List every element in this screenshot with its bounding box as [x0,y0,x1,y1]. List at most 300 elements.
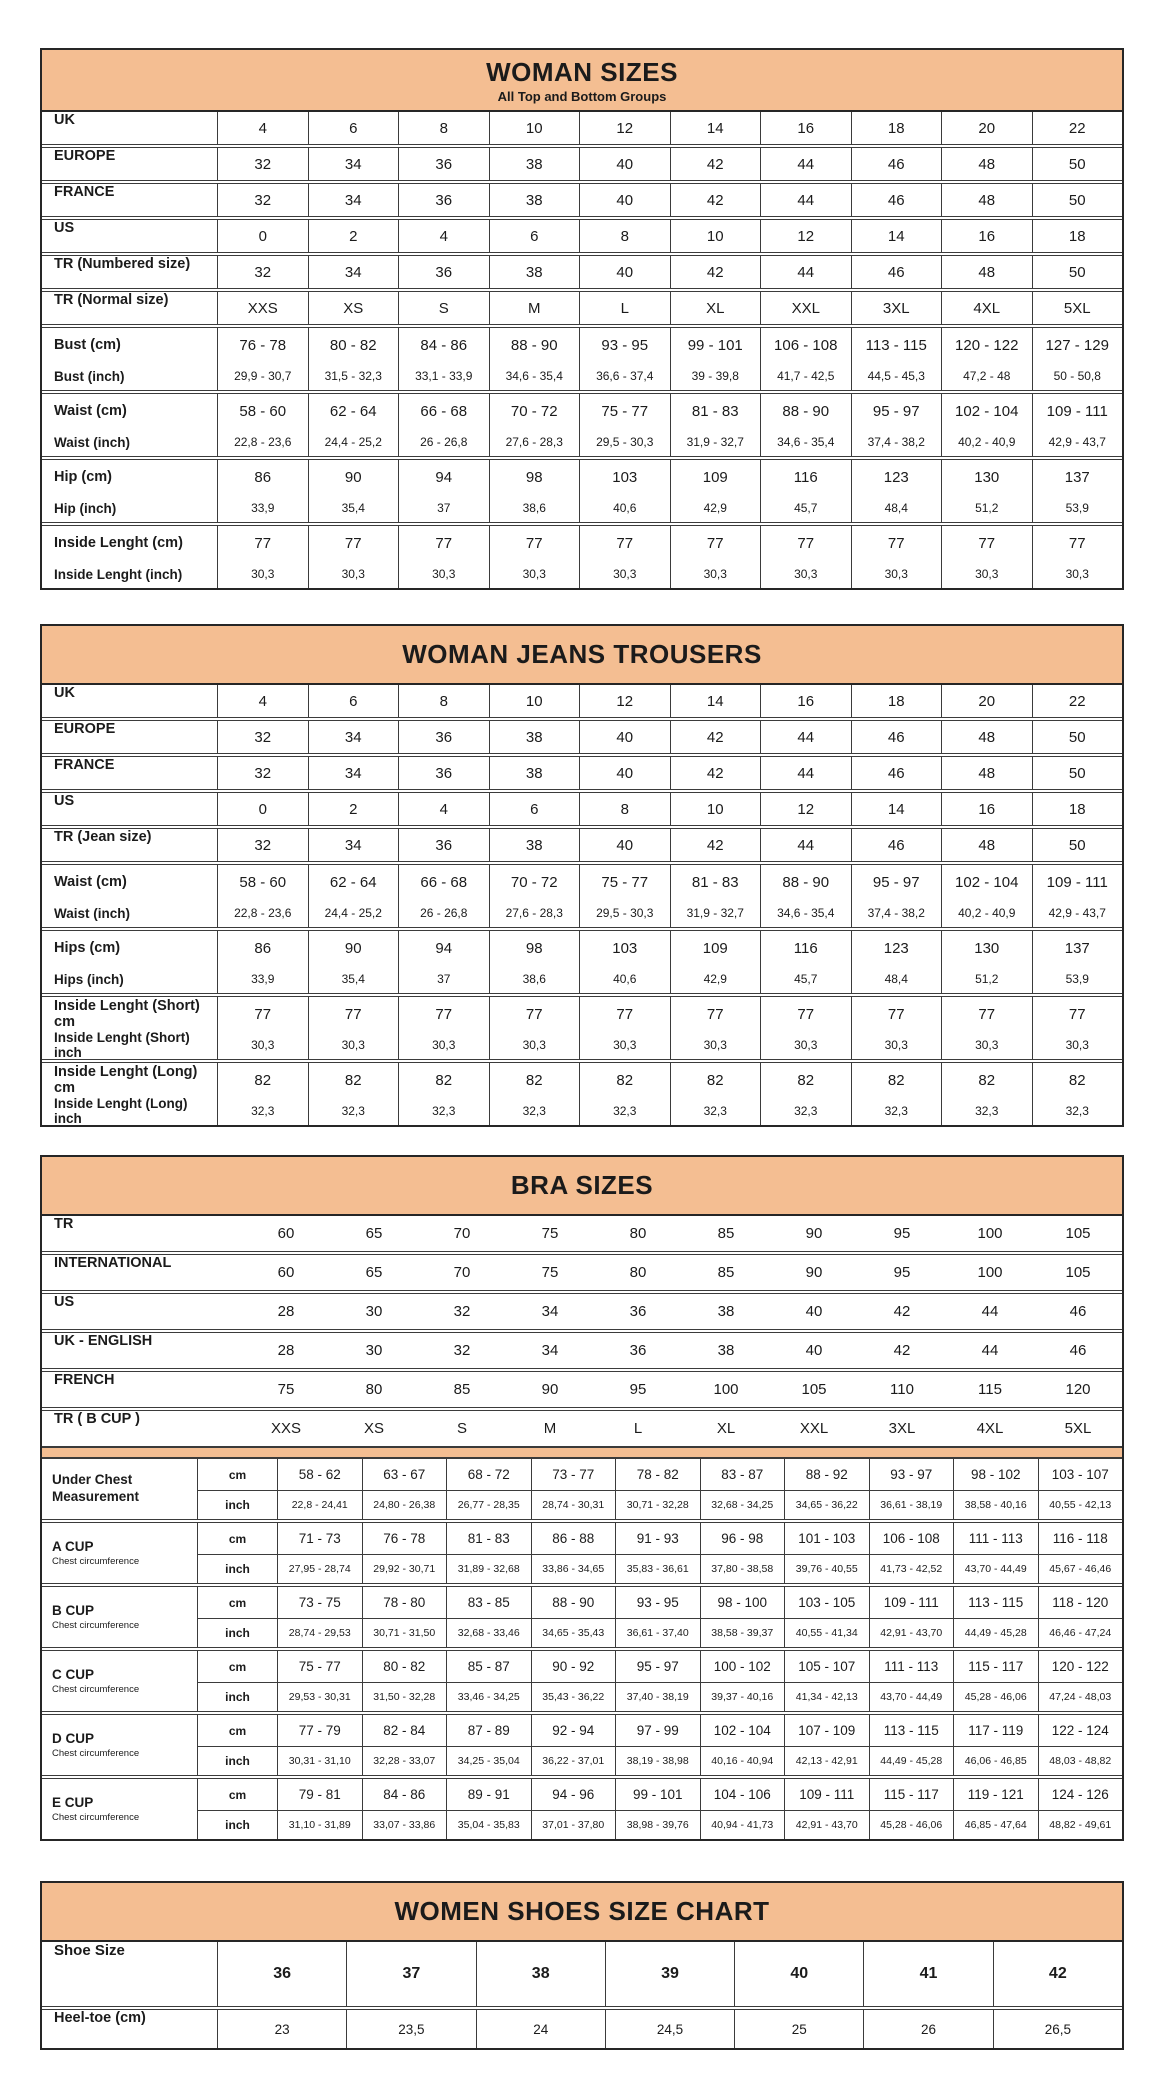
size-cell [941,1063,1032,1125]
size-inch-value: 32,3 [975,1104,999,1118]
size-cell-stack [399,394,489,456]
measurement-cm-value: 88 - 92 [805,1467,848,1482]
size-cell: 48 [941,184,1032,216]
cup-name: B CUP [52,1602,95,1618]
size-cell: 38 [489,757,580,789]
size-cm-value: 58 - 60 [239,402,287,420]
woman-sizes-table [40,48,1124,590]
size-cell: 24 [476,2010,605,2048]
size-cell: 50 [1032,184,1123,216]
row-label-cm: Waist (cm) [54,403,127,419]
cup-subtitle: Chest circumference [52,1556,140,1568]
measurement-cm-value: 101 - 103 [798,1531,856,1546]
size-inch-value: 42,9 [703,501,727,515]
size-cell: 46 [851,184,942,216]
measurement-inch-value: 38,19 - 38,98 [616,1746,700,1775]
size-cell: 30 [365,1303,383,1320]
measurement-cm-value: 98 - 100 [717,1595,768,1610]
row-label: TR (Jean size) [54,829,152,845]
size-cell: 14 [670,112,761,144]
measurement-cell [531,1459,616,1519]
size-cell: 75 [541,1264,559,1281]
measurement-inch-value: 32,28 - 33,07 [363,1746,447,1775]
measurement-cm-value: 113 - 115 [883,1723,939,1738]
cup-name: E CUP [52,1794,94,1810]
size-cm-value: 127 - 129 [1045,336,1109,354]
size-cell [579,526,670,588]
jeans-title: WOMAN JEANS TROUSERS [402,639,762,669]
size-cell: 6 [308,685,399,717]
table-row [42,927,1122,993]
size-cell: 46 [851,829,942,861]
jeans-header [42,626,1122,685]
woman-sizes-body [42,112,1122,588]
jeans-body [42,685,1122,1125]
size-cell-stack [309,997,399,1059]
size-inch-value: 27,6 - 28,3 [505,435,563,449]
row-label [42,931,217,993]
size-cell [217,931,308,993]
size-cell-stack [1033,997,1123,1059]
row-label-inch: Inside Lenght (inch) [54,566,183,582]
size-cm-value: 116 [793,468,818,486]
size-cell-stack [671,997,761,1059]
size-cm-value: 98 [525,468,543,486]
size-inch-value: 50 - 50,8 [1053,369,1101,383]
size-cell: 105 [1065,1225,1091,1242]
size-cm-value: 77 [978,534,996,552]
size-cell: 16 [941,220,1032,252]
size-cell-stack [490,460,580,522]
size-cell: 8 [398,112,489,144]
cup-label [42,1459,197,1519]
size-cell-stack [580,328,670,390]
table-row [42,390,1122,456]
measurement-cell [1038,1715,1123,1775]
size-cell: 40 [579,256,670,288]
size-cm-value: 77 [344,534,362,552]
measurement-cm-value: 73 - 75 [298,1595,341,1610]
size-cell-stack [218,460,308,522]
measurement-inch-value: 31,50 - 32,28 [363,1682,447,1711]
size-cell: 100 [713,1381,739,1398]
size-cell [670,931,761,993]
row-label: EUROPE [54,721,116,737]
size-cell: 4XL [976,1420,1004,1437]
cup-group [42,1583,1122,1647]
measurement-cell [362,1779,447,1839]
table-row [42,2006,1122,2048]
measurement-inch-value: 35,83 - 36,61 [616,1554,700,1583]
size-cell-stack [218,931,308,993]
size-cell: 44 [981,1303,999,1320]
size-cell-stack [490,394,580,456]
size-cell-stack [761,997,851,1059]
size-cell [489,328,580,390]
size-cell: 34 [308,829,399,861]
measurement-cell [531,1523,616,1583]
size-inch-value: 26 - 26,8 [420,906,468,920]
measurement-cm-value: 103 - 107 [1051,1467,1109,1482]
measurement-cell [362,1651,447,1711]
measurement-inch-value: 46,85 - 47,64 [954,1810,1038,1839]
size-cell-stack [399,1063,489,1125]
size-cell [308,328,399,390]
size-inch-value: 33,9 [251,501,275,515]
size-inch-value: 53,9 [1065,972,1089,986]
unit-cm-label: cm [228,1531,247,1546]
size-cell: 44 [760,256,851,288]
size-cm-value: 113 - 115 [865,336,927,354]
size-cm-value: 82 [254,1071,272,1089]
size-inch-value: 33,1 - 33,9 [415,369,473,383]
size-cell-stack [671,931,761,993]
row-label: TR (Normal size) [54,292,169,308]
measurement-cm-value: 76 - 78 [383,1531,426,1546]
size-cell-stack [490,997,580,1059]
size-cell: M [543,1420,557,1437]
size-inch-value: 37 [437,972,451,986]
size-inch-value: 32,3 [1065,1104,1089,1118]
size-cell: 40 [579,184,670,216]
size-cell-stack [580,460,670,522]
size-cm-value: 88 - 90 [782,873,830,891]
size-cell: 40 [579,757,670,789]
row-label-inch: Waist (inch) [54,905,130,921]
size-cell: 75 [277,1381,295,1398]
size-cm-value: 123 [883,939,909,957]
size-cell-stack [1033,1063,1123,1125]
row-label-inch: Inside Lenght (Short) inch [54,1030,190,1060]
measurement-inch-value: 30,71 - 31,50 [363,1618,447,1647]
measurement-cm-value: 113 - 115 [968,1595,1024,1610]
size-cell [217,526,308,588]
size-cm-value: 77 [616,1005,634,1023]
size-cell [489,997,580,1059]
size-inch-value: 32,3 [432,1104,456,1118]
size-inch-value: 30,3 [432,1038,456,1052]
size-cell [670,394,761,456]
size-inch-value: 32,3 [703,1104,727,1118]
size-cell [760,394,851,456]
size-cell-stack [671,394,761,456]
size-cell [579,931,670,993]
table-row [42,1216,1122,1251]
measurement-inch-value: 34,65 - 36,22 [785,1490,869,1519]
measurement-cm-value: 87 - 89 [467,1723,510,1738]
size-cell: 12 [579,112,670,144]
size-cell-stack [490,1063,580,1125]
size-cell: XXL [760,292,851,324]
measurement-cell [869,1523,954,1583]
row-label: INTERNATIONAL [54,1255,172,1271]
size-cell: 41 [863,1942,992,2006]
size-inch-value: 40,6 [613,501,637,515]
size-inch-value: 24,4 - 25,2 [324,906,382,920]
size-cell [398,865,489,927]
size-cell-stack [942,328,1032,390]
size-cell [308,526,399,588]
size-cell [217,865,308,927]
size-cm-value: 77 [978,1005,996,1023]
size-cell [217,460,308,522]
size-cell [670,328,761,390]
size-cell: 34 [541,1303,559,1320]
measurement-cell [362,1715,447,1775]
size-cell: 85 [453,1381,471,1398]
measurement-cm-value: 119 - 121 [967,1787,1024,1802]
size-cell-stack [852,328,942,390]
size-cell: XXL [799,1420,829,1437]
size-cell: 18 [1032,220,1123,252]
size-cell [579,394,670,456]
cup-label [42,1587,197,1647]
size-cell: 26,5 [993,2010,1122,2048]
measurement-cell [869,1715,954,1775]
size-cell [398,328,489,390]
size-cell [760,328,851,390]
size-cell: 8 [398,685,489,717]
unit-column [197,1587,277,1647]
unit-column [197,1523,277,1583]
size-cell: 37 [346,1942,475,2006]
size-cell-stack [852,526,942,588]
size-cell: 6 [489,220,580,252]
measurement-cell [784,1459,869,1519]
size-cell: 32 [217,148,308,180]
measurement-cm-value: 122 - 124 [1051,1723,1109,1738]
measurement-cm-value: 68 - 72 [467,1467,510,1482]
size-cell [851,394,942,456]
measurement-inch-value: 24,80 - 26,38 [363,1490,447,1519]
size-cell: 2 [308,793,399,825]
row-label-stack [54,460,217,522]
measurement-cell [953,1587,1038,1647]
measurement-inch-value: 45,67 - 46,46 [1039,1554,1123,1583]
row-label-inch: Hips (inch) [54,971,124,987]
size-inch-value: 48,4 [884,501,908,515]
size-cell [489,931,580,993]
size-cm-value: 82 [978,1071,996,1089]
size-cell [579,460,670,522]
size-cell [760,1063,851,1125]
size-inch-value: 40,6 [613,972,637,986]
size-cm-value: 109 - 111 [1046,402,1108,420]
row-label [42,394,217,456]
measurement-inch-value: 35,04 - 35,83 [447,1810,531,1839]
size-cell: 105 [1065,1264,1091,1281]
table-row [42,288,1122,324]
size-cell-stack [309,865,399,927]
table-row [42,861,1122,927]
row-label: FRENCH [54,1372,115,1388]
measurement-cm-value: 58 - 62 [298,1467,341,1482]
size-cell [851,328,942,390]
shoes-table [40,1881,1124,2050]
measurement-cm-value: 124 - 126 [1051,1787,1109,1802]
size-inch-value: 30,3 [794,567,818,581]
size-cell-stack [399,526,489,588]
bra-conversion-rows [42,1216,1122,1446]
size-cell: 34 [308,757,399,789]
size-inch-value: 30,3 [703,1038,727,1052]
size-cell: 75 [541,1225,559,1242]
size-inch-value: 30,3 [703,567,727,581]
table-row [42,1329,1122,1368]
size-cell: 48 [941,256,1032,288]
size-cell-stack [399,460,489,522]
size-inch-value: 30,3 [884,1038,908,1052]
size-cell [489,460,580,522]
size-cell: 26 [863,2010,992,2048]
size-cm-value: 70 - 72 [510,402,558,420]
size-cm-value: 62 - 64 [329,402,377,420]
measurement-cm-value: 104 - 106 [713,1787,771,1802]
size-inch-value: 42,9 - 43,7 [1048,906,1106,920]
measurement-cell [615,1587,700,1647]
size-inch-value: 24,4 - 25,2 [324,435,382,449]
size-cell [851,865,942,927]
measurement-inch-value: 43,70 - 44,49 [870,1682,954,1711]
size-inch-value: 40,2 - 40,9 [958,906,1016,920]
measurement-cm-value: 111 - 113 [884,1659,939,1674]
size-cell: 16 [760,112,851,144]
size-cell [670,865,761,927]
size-cell: 80 [629,1225,647,1242]
size-cell [308,394,399,456]
size-cm-value: 106 - 108 [774,336,838,354]
size-cm-value: 82 [797,1071,815,1089]
size-cell: 42 [670,184,761,216]
measurement-inch-value: 40,55 - 42,13 [1039,1490,1123,1519]
size-inch-value: 30,3 [1065,567,1089,581]
size-cell-stack [580,526,670,588]
measurement-inch-value: 31,89 - 32,68 [447,1554,531,1583]
measurement-inch-value: 42,13 - 42,91 [785,1746,869,1775]
size-inch-value: 40,2 - 40,9 [958,435,1016,449]
size-cell: XL [670,292,761,324]
size-cell-stack [852,997,942,1059]
size-cell: S [456,1420,467,1437]
table-row [42,753,1122,789]
measurement-inch-value: 30,31 - 31,10 [278,1746,362,1775]
row-label-inch: Bust (inch) [54,368,125,384]
size-cm-value: 77 [797,1005,815,1023]
measurement-cm-value: 79 - 81 [298,1787,341,1802]
row-label: EUROPE [54,148,116,164]
size-inch-value: 30,3 [341,1038,365,1052]
size-cell: 23,5 [346,2010,475,2048]
measurement-cell [615,1715,700,1775]
table-row [42,993,1122,1059]
size-inch-value: 37,4 - 38,2 [867,906,925,920]
size-cell: 42 [670,757,761,789]
size-cell: 115 [978,1381,1002,1398]
size-cell-stack [399,997,489,1059]
size-cm-value: 77 [616,534,634,552]
size-inch-value: 30,3 [613,567,637,581]
size-inch-value: 30,3 [432,567,456,581]
size-cell-stack [309,394,399,456]
row-label: Shoe Size [54,1942,125,1959]
size-cell-stack [309,931,399,993]
size-inch-value: 30,3 [975,1038,999,1052]
size-cell-stack [580,931,670,993]
size-cell: 30 [365,1342,383,1359]
size-cell: 6 [489,793,580,825]
measurement-cell [446,1651,531,1711]
jeans-table [40,624,1124,1127]
unit-cm-label: cm [228,1595,247,1610]
woman-sizes-subtitle: All Top and Bottom Groups [497,89,667,104]
size-inch-value: 32,3 [341,1104,365,1118]
size-inch-value: 30,3 [251,1038,275,1052]
measurement-cell [1038,1523,1123,1583]
size-inch-value: 37 [437,501,451,515]
measurement-cm-value: 77 - 79 [298,1723,341,1738]
measurement-cm-value: 89 - 91 [467,1787,510,1802]
size-cell [489,526,580,588]
size-cell: 48 [941,757,1032,789]
size-cell-stack [942,865,1032,927]
size-inch-value: 38,6 [522,501,546,515]
size-cm-value: 109 [702,939,728,957]
size-inch-value: 48,4 [884,972,908,986]
size-cm-value: 62 - 64 [329,873,377,891]
size-cell: XXS [217,292,308,324]
size-cell [579,1063,670,1125]
row-label: UK - ENGLISH [54,1333,153,1349]
size-cell: 36 [398,184,489,216]
row-label-cm: Hips (cm) [54,940,121,956]
size-cm-value: 82 [616,1071,634,1089]
table-row [42,522,1122,588]
size-cell: 40 [579,721,670,753]
row-label [42,526,217,588]
size-cell: 38 [489,829,580,861]
size-cell: 10 [670,793,761,825]
measurement-inch-value: 47,24 - 48,03 [1039,1682,1123,1711]
size-cell: 100 [977,1225,1003,1242]
size-cell [489,865,580,927]
row-label: FRANCE [54,184,115,200]
size-cell: 36 [398,829,489,861]
size-cm-value: 116 [793,939,818,957]
size-inch-value: 34,6 - 35,4 [777,435,835,449]
size-cell: 40 [805,1303,823,1320]
size-cell-stack [942,997,1032,1059]
size-cell [670,526,761,588]
measurement-inch-value: 31,10 - 31,89 [278,1810,362,1839]
size-cm-value: 77 [706,534,724,552]
cup-group [42,1711,1122,1775]
table-row [42,144,1122,180]
size-inch-value: 26 - 26,8 [420,435,468,449]
measurement-cm-value: 99 - 101 [632,1787,683,1802]
size-inch-value: 30,3 [794,1038,818,1052]
measurement-cell [784,1651,869,1711]
size-cell: 80 [629,1264,647,1281]
measurement-inch-value: 45,28 - 46,06 [870,1810,954,1839]
row-label-stack [54,1063,217,1125]
size-cell [851,997,942,1059]
measurement-cm-value: 78 - 80 [383,1595,426,1610]
size-inch-value: 31,5 - 32,3 [324,369,382,383]
size-cell: 95 [893,1264,911,1281]
size-cell: 60 [277,1264,295,1281]
size-cell-stack [852,460,942,522]
measurement-cell [784,1779,869,1839]
